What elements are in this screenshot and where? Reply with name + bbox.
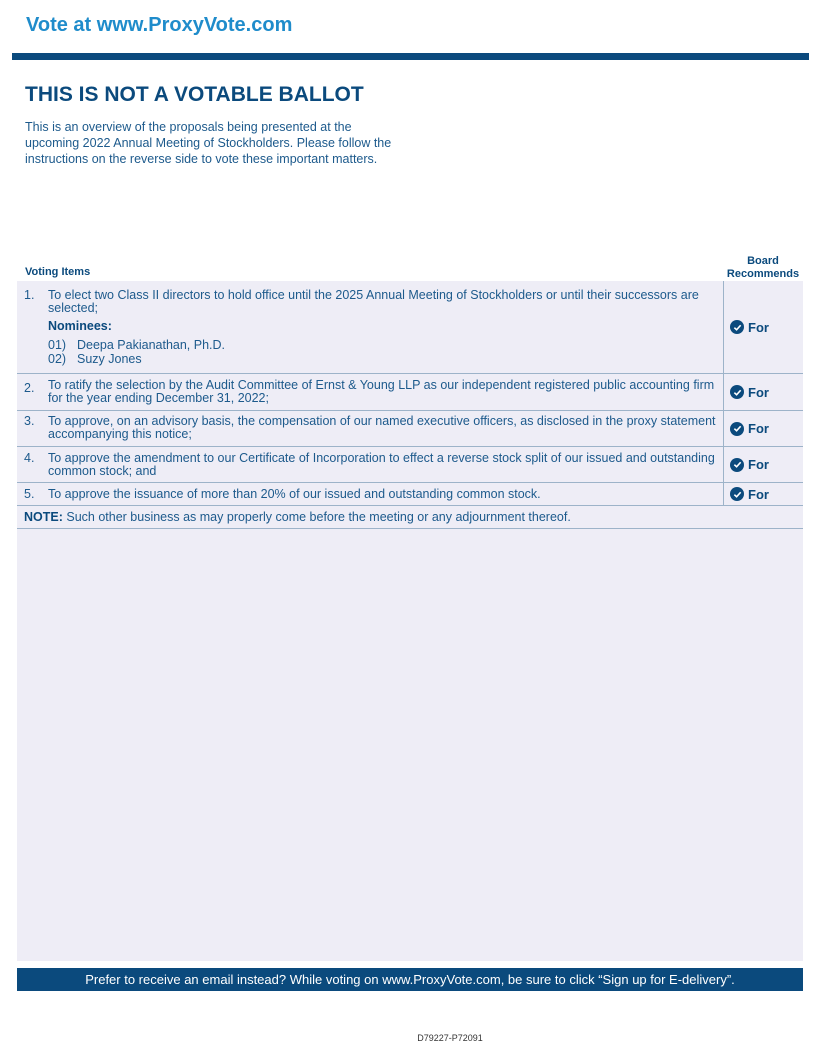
voting-item-row [17, 411, 803, 447]
nominee-entry [48, 339, 720, 352]
intro-text: This is an overview of the proposals being presented at the upcoming 2022 Annual Meeting of Stockholders. Please follow the instructions on the reverse side to vote these important matters. [25, 120, 392, 166]
document-code: D79227-P72091 [417, 1033, 483, 1043]
item-number: 2. [24, 381, 35, 395]
nominee-name: Suzy Jones [77, 352, 142, 366]
check-circle-icon [730, 487, 744, 501]
header-divider [12, 53, 809, 60]
item-text [48, 289, 720, 366]
board-recommends-header: Board Recommends [726, 255, 800, 280]
nominee-entry [48, 353, 720, 366]
voting-item-row [17, 483, 803, 506]
recommendation-label: For [748, 421, 769, 436]
board-recommendation [723, 483, 803, 505]
nominee-number: 01) [48, 338, 67, 352]
check-circle-icon [730, 320, 744, 334]
voting-item-row [17, 374, 803, 411]
item-number: 1. [24, 288, 35, 302]
item-number: 4. [24, 451, 35, 465]
item-description: To elect two Class II directors to hold office until the 2025 Annual Meeting of Stockholders or until their successors are selected; [48, 288, 699, 315]
check-circle-icon [730, 385, 744, 399]
recommendation-label: For [748, 486, 769, 502]
board-recommendation [723, 281, 803, 373]
item-number: 5. [24, 487, 35, 501]
item-text: To approve the issuance of more than 20% of our issued and outstanding common stock. [48, 487, 541, 501]
e-delivery-banner [17, 968, 803, 991]
recommendation-label: For [748, 457, 769, 472]
note-row [17, 506, 803, 529]
check-circle-icon [730, 458, 744, 472]
note-body: Such other business as may properly come before the meeting or any adjournment thereof. [62, 510, 571, 524]
item-text: To ratify the selection by the Audit Committee of Ernst & Young LLP as our independent registered public accounting firm for the year ending December 31, 2022; [48, 378, 715, 405]
nominees-heading: Nominees: [48, 319, 112, 333]
item-text: To approve the amendment to our Certificate of Incorporation to effect a reverse stock split of our issued and outstanding common stock; and [48, 451, 715, 478]
nominee-number: 02) [48, 352, 67, 366]
item-text: To approve, on an advisory basis, the compensation of our named executive officers, as disclosed in the proxy statement accompanying this notice; [48, 414, 716, 441]
header-link[interactable]: Vote at www.ProxyVote.com [26, 14, 293, 36]
e-delivery-text: Prefer to receive an email instead? While voting on www.ProxyVote.com, be sure to click “Sign up for E-delivery”. [85, 972, 735, 987]
voting-item-row [17, 281, 803, 374]
voting-items-header: Voting Items [25, 266, 91, 278]
voting-item-row [17, 447, 803, 483]
board-recommendation [723, 447, 803, 482]
recommendation-label: For [748, 384, 769, 400]
item-number: 3. [24, 414, 35, 428]
recommendation-label: For [748, 319, 769, 335]
note-label: NOTE: [24, 510, 63, 524]
board-recommendation [723, 374, 803, 410]
board-recommendation [723, 411, 803, 446]
page-title: THIS IS NOT A VOTABLE BALLOT [25, 83, 364, 106]
note-text [24, 510, 571, 524]
nominee-name: Deepa Pakianathan, Ph.D. [77, 338, 226, 352]
check-circle-icon [730, 422, 744, 436]
